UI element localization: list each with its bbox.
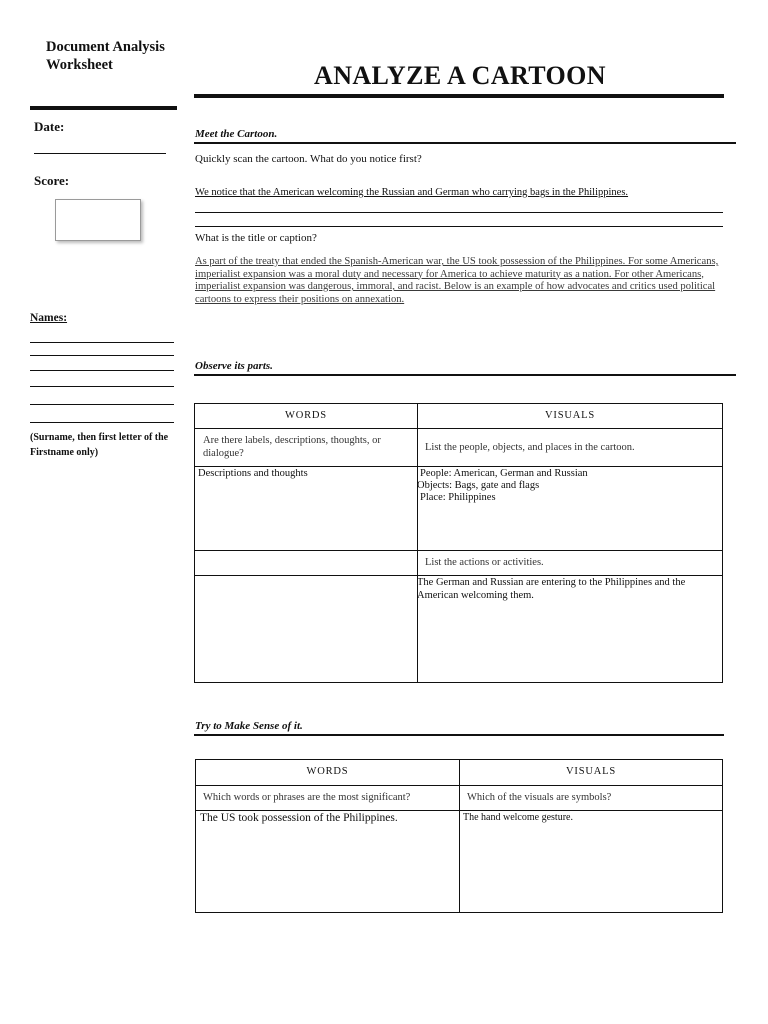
- observe-table-divider: [417, 404, 418, 682]
- observe-actions-answer[interactable]: The German and Russian are entering to the Philippines and the American welcoming them.: [417, 577, 686, 601]
- question-title-caption: What is the title or caption?: [195, 232, 317, 244]
- name-field-5[interactable]: [30, 404, 174, 405]
- sense-table: [195, 759, 723, 913]
- name-field-1[interactable]: [30, 342, 174, 343]
- left-header-divider: [30, 106, 177, 110]
- name-field-6[interactable]: [30, 422, 174, 423]
- observe-row-rule-1: [195, 428, 722, 429]
- observe-people-answer[interactable]: People: American, German and Russian: [420, 468, 588, 479]
- make-sense-heading: Try to Make Sense of it.: [195, 720, 303, 732]
- name-field-4[interactable]: [30, 386, 174, 387]
- date-label: Date:: [34, 119, 65, 134]
- score-label: Score:: [34, 173, 70, 188]
- sense-words-prompt: Which words or phrases are the most significant?: [203, 792, 411, 803]
- observe-row-rule-3: [195, 550, 722, 551]
- sense-words-header: WORDS: [306, 766, 349, 777]
- observe-objects-answer[interactable]: Objects: Bags, gate and flags: [417, 480, 540, 491]
- answer-notice-first[interactable]: We notice that the American welcoming the Russian and German who carrying bags in the Philippines.: [195, 187, 629, 198]
- observe-words-prompt: Are there labels, descriptions, thoughts, or dialogue?: [203, 435, 381, 459]
- sense-words-answer[interactable]: The US took possession of the Philippines.: [200, 812, 398, 824]
- sense-table-divider: [459, 760, 460, 912]
- observe-actions-prompt: List the actions or activities.: [425, 557, 544, 568]
- name-field-2[interactable]: [30, 355, 174, 356]
- observe-parts-heading: Observe its parts.: [195, 360, 273, 372]
- meet-section-rule: [194, 142, 736, 144]
- observe-place-answer[interactable]: Place: Philippines: [420, 492, 496, 503]
- observe-words-answer[interactable]: Descriptions and thoughts: [198, 468, 308, 479]
- meet-cartoon-heading: Meet the Cartoon.: [195, 128, 278, 140]
- date-field[interactable]: [34, 153, 166, 154]
- observe-visuals-prompt: List the people, objects, and places in the cartoon.: [425, 442, 635, 453]
- sense-visuals-header: VISUALS: [566, 766, 616, 777]
- observe-words-header: WORDS: [285, 410, 327, 421]
- document-analysis-worksheet-label: Document Analysis Worksheet: [46, 39, 165, 73]
- sense-row-rule-1: [196, 785, 722, 786]
- sense-row-rule-2: [196, 810, 722, 811]
- observe-row-rule-4: [195, 575, 722, 576]
- sense-visuals-prompt: Which of the visuals are symbols?: [467, 792, 612, 803]
- answer-title-caption[interactable]: As part of the treaty that ended the Spanish-American war, the US took possession of the Philippines. For some Americans, imperialist expansion was a moral duty and necessary for America to achieve maturity as a nation. For other Americans, imperialist expansion was dangerous, immoral, and racist. Below is an example of how advocates and critics used political cartoons to express their positions on annexation.: [195, 256, 719, 305]
- question-notice-first: Quickly scan the cartoon. What do you notice first?: [195, 153, 422, 165]
- answer-line-2[interactable]: [195, 212, 723, 213]
- surname-note: (Surname, then first letter of the Firstname only): [30, 432, 169, 458]
- observe-section-rule: [194, 374, 736, 376]
- title-divider: [194, 94, 724, 98]
- page-title: ANALYZE A CARTOON: [314, 61, 606, 90]
- observe-row-rule-2: [195, 466, 722, 467]
- sense-section-rule: [194, 734, 724, 736]
- observe-table: [194, 403, 723, 683]
- answer-line-3[interactable]: [195, 226, 723, 227]
- name-field-3[interactable]: [30, 370, 174, 371]
- score-box[interactable]: [55, 199, 141, 241]
- observe-visuals-header: VISUALS: [545, 410, 595, 421]
- names-label: Names:: [30, 312, 68, 324]
- sense-visuals-answer[interactable]: The hand welcome gesture.: [463, 812, 573, 823]
